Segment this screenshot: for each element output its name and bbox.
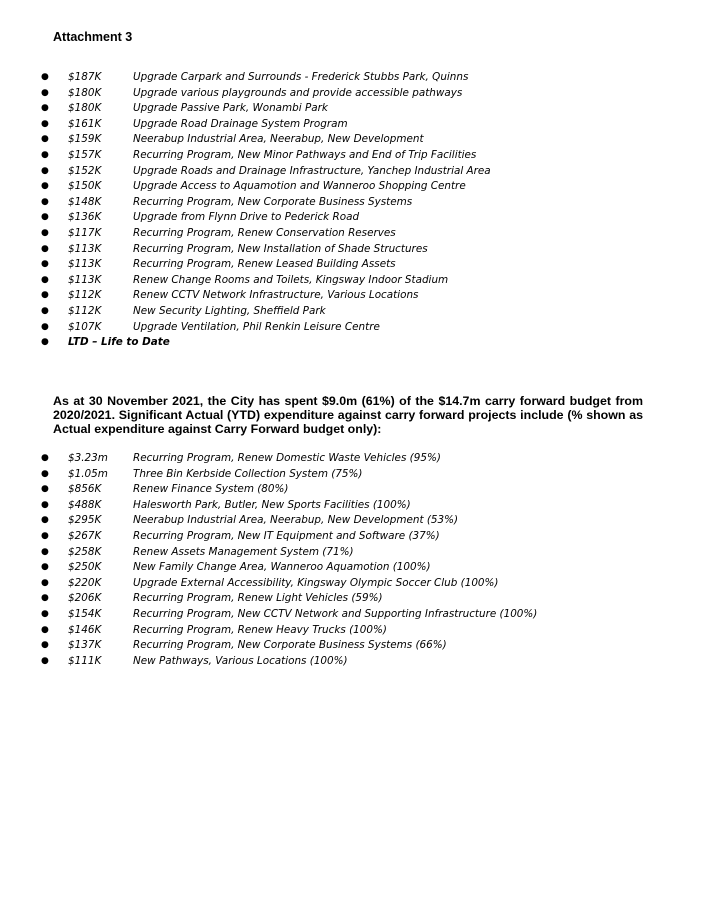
bullet-icon: ● (41, 243, 49, 254)
description: New Pathways, Various Locations (100%) (133, 654, 348, 667)
description: Upgrade External Accessibility, Kingsway Olympic Soccer Club (100%) (133, 576, 499, 589)
description: Upgrade Road Drainage System Program (133, 117, 348, 130)
bullet-icon: ● (41, 165, 49, 176)
bullet-icon: ● (41, 181, 49, 192)
description: Upgrade Ventilation, Phil Renkin Leisure Centre (133, 320, 380, 333)
bullet-icon: ● (41, 149, 49, 160)
amount: $148K (68, 195, 102, 208)
amount: $187K (68, 71, 102, 83)
bullet-icon: ● (41, 196, 49, 207)
bullet-icon: ● (41, 608, 49, 619)
bullet-icon: ● (41, 484, 49, 495)
description: Upgrade Carpark and Surrounds - Frederick Stubbs Park, Quinns (133, 71, 469, 83)
amount: $161K (68, 117, 102, 130)
summary-paragraph: As at 30 November 2021, the City has spent $9.0m (61%) of the $14.7m carry forward budget from 2020/2021. Significant Actual (YTD) expenditure against carry forward projects include (% shown as Actual expenditure against Carry Forward budget only): (53, 394, 643, 437)
description: Three Bin Kerbside Collection System (75%) (133, 467, 363, 480)
bullet-icon: ● (41, 227, 49, 238)
bullet-icon: ● (41, 546, 49, 557)
description: Recurring Program, Renew Leased Building Assets (133, 258, 396, 271)
bullet-icon: ● (41, 103, 49, 114)
description: Renew Assets Management System (71%) (133, 545, 354, 558)
amount: $180K (68, 86, 102, 99)
bullet-icon: ● (41, 290, 49, 301)
description: Recurring Program, New Installation of Shade Structures (133, 242, 428, 255)
description: Halesworth Park, Butler, New Sports Facilities (100%) (133, 498, 411, 511)
bullet-icon: ● (41, 624, 49, 635)
amount: $159K (68, 133, 102, 146)
description: Recurring Program, Renew Domestic Waste Vehicles (95%) (133, 452, 441, 464)
description: Upgrade from Flynn Drive to Pederick Road (133, 211, 360, 224)
bullet-icon: ● (41, 562, 49, 573)
description: Renew Finance System (80%) (133, 483, 289, 496)
description: Recurring Program, New CCTV Network and Supporting Infrastructure (100%) (133, 607, 538, 620)
amount: $112K (68, 304, 102, 317)
amount: $146K (68, 623, 102, 636)
amount: $152K (68, 164, 102, 177)
amount: $1.05m (68, 467, 108, 480)
amount: $113K (68, 273, 102, 286)
bullet-icon: ● (41, 321, 49, 332)
description: New Family Change Area, Wanneroo Aquamotion (100%) (133, 561, 431, 574)
bullet-icon: ● (41, 640, 49, 651)
amount: $267K (68, 529, 102, 542)
amount: $488K (68, 498, 102, 511)
bullet-icon: ● (41, 530, 49, 541)
bullet-icon: ● (41, 593, 49, 604)
bullet-icon: ● (41, 87, 49, 98)
amount: $154K (68, 607, 102, 620)
amount: $3.23m (68, 452, 108, 464)
description: Renew CCTV Network Infrastructure, Various Locations (133, 289, 419, 302)
bullet-icon: ● (41, 305, 49, 316)
description: Recurring Program, New Corporate Business Systems (66%) (133, 639, 447, 652)
amount: $107K (68, 320, 102, 333)
description: Recurring Program, Renew Heavy Trucks (100%) (133, 623, 387, 636)
description: Renew Change Rooms and Toilets, Kingsway Indoor Stadium (133, 273, 449, 286)
bullet-icon: ● (41, 118, 49, 129)
bullet-icon: ● (41, 453, 49, 463)
bullet-icon: ● (41, 515, 49, 526)
amount: $250K (68, 561, 102, 574)
amount: $150K (68, 180, 102, 193)
amount: $157K (68, 148, 102, 161)
bullet-icon: ● (41, 212, 49, 223)
description: Recurring Program, New IT Equipment and Software (37%) (133, 529, 440, 542)
amount: $180K (68, 102, 102, 115)
amount: $258K (68, 545, 102, 558)
description: Upgrade various playgrounds and provide accessible pathways (133, 86, 463, 99)
description: Upgrade Passive Park, Wonambi Park (133, 102, 328, 115)
amount: $112K (68, 289, 102, 302)
amount: $117K (68, 226, 102, 239)
ltd-note: LTD – Life to Date (68, 336, 170, 349)
description: Recurring Program, New Minor Pathways and End of Trip Facilities (133, 148, 477, 161)
amount: $206K (68, 592, 102, 605)
amount: $111K (68, 654, 102, 667)
description: Recurring Program, Renew Conservation Reserves (133, 226, 396, 239)
amount: $137K (68, 639, 102, 652)
bullet-icon: ● (41, 499, 49, 510)
bullet-icon: ● (41, 259, 49, 270)
bullet-icon: ● (41, 468, 49, 479)
description: Recurring Program, Renew Light Vehicles (59%) (133, 592, 383, 605)
bullet-icon: ● (41, 655, 49, 666)
amount: $220K (68, 576, 102, 589)
amount: $113K (68, 242, 102, 255)
description: New Security Lighting, Sheffield Park (133, 304, 326, 317)
bullet-icon: ● (41, 134, 49, 145)
amount: $295K (68, 514, 102, 527)
bullet-icon: ● (41, 72, 49, 82)
description: Upgrade Roads and Drainage Infrastructure, Yanchep Industrial Area (133, 164, 491, 177)
description: Neerabup Industrial Area, Neerabup, New Development (133, 133, 424, 146)
attachment-title: Attachment 3 (53, 30, 133, 44)
amount: $136K (68, 211, 102, 224)
bullet-icon: ● (41, 337, 49, 348)
description: Recurring Program, New Corporate Business Systems (133, 195, 413, 208)
amount: $113K (68, 258, 102, 271)
description: Neerabup Industrial Area, Neerabup, New Development (53%) (133, 514, 459, 527)
bullet-icon: ● (41, 577, 49, 588)
description: Upgrade Access to Aquamotion and Wanneroo Shopping Centre (133, 180, 466, 193)
amount: $856K (68, 483, 102, 496)
bullet-icon: ● (41, 274, 49, 285)
